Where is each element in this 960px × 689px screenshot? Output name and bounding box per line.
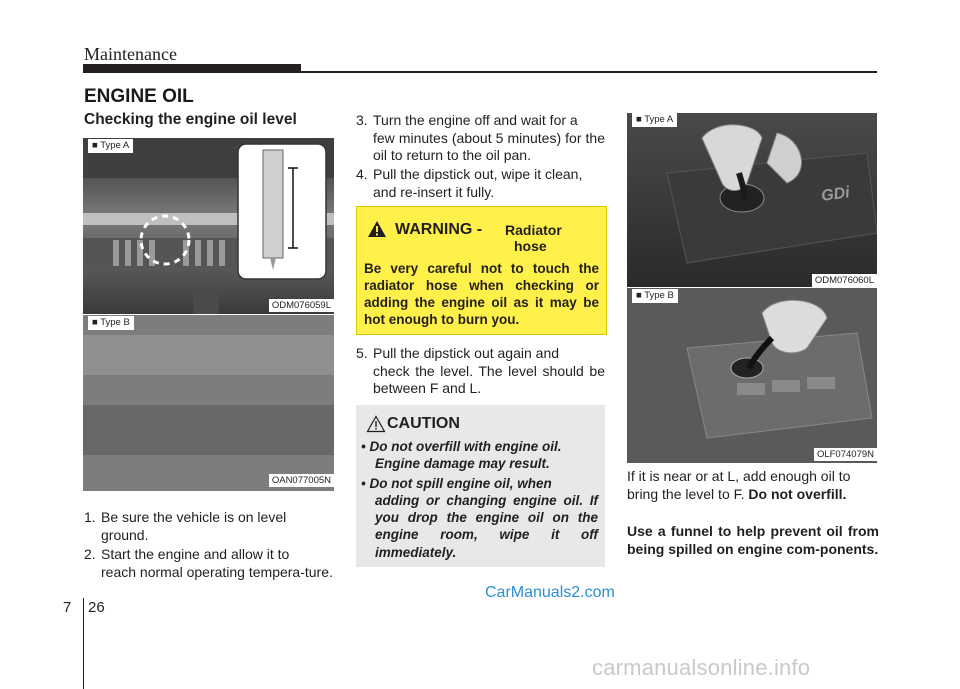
- caution-item-text: Do not overfill with engine oil.: [369, 439, 562, 454]
- step-number: 1.: [84, 509, 96, 525]
- oil-fill-photo-type-b: [627, 287, 877, 463]
- section-title: ENGINE OIL: [84, 86, 194, 107]
- paragraph-emphasis: Do not overfill.: [748, 485, 847, 502]
- header-rule-thick: [83, 64, 301, 73]
- step-text: Pull the dipstick out again and: [373, 345, 560, 361]
- engine-bay-illustration: [83, 315, 334, 491]
- image-code: OAN077005N: [269, 474, 334, 487]
- step-text-continued: ground.: [101, 526, 149, 543]
- running-head: Maintenance: [84, 44, 177, 64]
- subheading: Checking the engine oil level: [84, 111, 297, 128]
- oil-funnel-illustration: [627, 113, 877, 287]
- step-text: Turn the engine off and wait for a: [373, 112, 578, 128]
- warning-body: Be very careful not to touch the radiator hose when checking or adding the engine oil as it may be hot enough to burn you.: [364, 261, 599, 327]
- caution-title: CAUTION: [387, 415, 460, 432]
- step-text-continued: reach normal operating tempera-ture.: [101, 563, 333, 580]
- type-b-label: ■ Type B: [632, 289, 678, 303]
- type-a-label: ■ Type A: [88, 139, 133, 153]
- caution-triangle-icon: [366, 415, 386, 433]
- warning-subject-line2: hose: [514, 238, 547, 254]
- warning-box: [356, 206, 607, 335]
- step-number: 5.: [356, 345, 368, 361]
- oil-funnel-illustration: [627, 288, 877, 463]
- engine-bay-illustration: [83, 138, 334, 314]
- step-text-continued: and re-insert it fully.: [373, 183, 495, 200]
- image-code: ODM076060L: [812, 274, 877, 287]
- watermark: CarManuals2.com: [485, 584, 615, 601]
- step-3: [356, 112, 605, 165]
- step-text: Be sure the vehicle is on level: [101, 509, 287, 525]
- warning-title: WARNING -: [395, 221, 483, 238]
- footer-site: carmanualsonline.info: [592, 655, 811, 680]
- type-b-label: ■ Type B: [88, 316, 134, 330]
- step-number: 2.: [84, 546, 96, 562]
- caution-item-text-continued: adding or changing engine oil. If you drop the engine oil on the engine room, wipe it off immediately.: [375, 492, 598, 560]
- type-a-label: ■ Type A: [632, 113, 677, 127]
- step-4: [356, 166, 605, 201]
- step-number: 3.: [356, 112, 368, 128]
- step-2: [84, 546, 333, 581]
- caution-item: [361, 438, 598, 473]
- funnel-paragraph: Use a funnel to help prevent oil from being spilled on engine com-ponents.: [627, 523, 879, 557]
- step-text-continued: check the level. The level should be between F and L.: [373, 362, 605, 396]
- step-5: [356, 345, 605, 398]
- caution-item: [361, 475, 598, 561]
- warning-triangle-icon: [367, 220, 387, 238]
- step-text: Start the engine and allow it to: [101, 546, 290, 562]
- image-code: ODM076059L: [269, 299, 334, 312]
- paragraph-text: If it is near or at L, add enough oil to bring the level to F.: [627, 468, 851, 502]
- step-text: Pull the dipstick out, wipe it clean,: [373, 166, 583, 182]
- engine-cover-text: GDi: [820, 184, 851, 205]
- oil-fill-photo-type-a: [627, 113, 877, 287]
- caution-body: [361, 438, 598, 561]
- dipstick-photo-type-a: [83, 138, 334, 314]
- warning-subject: Radiator: [505, 222, 562, 238]
- step-1: [84, 509, 333, 544]
- dipstick-photo-type-b: [83, 314, 334, 491]
- caution-box: [356, 405, 605, 567]
- bullet: •: [361, 439, 370, 454]
- chapter-number: 7: [63, 599, 72, 616]
- bullet: •: [361, 475, 370, 491]
- page-number: 26: [88, 599, 105, 616]
- add-oil-paragraph: [627, 468, 879, 503]
- footer-divider: [83, 598, 84, 689]
- image-code: OLF074079N: [814, 448, 877, 461]
- header-rule-thin: [301, 71, 877, 73]
- step-text-continued: few minutes (about 5 minutes) for the oil to return to the oil pan.: [373, 129, 605, 163]
- caution-item-text: Do not spill engine oil, when: [369, 475, 552, 491]
- caution-item-text-continued: Engine damage may result.: [375, 456, 550, 472]
- step-number: 4.: [356, 166, 368, 182]
